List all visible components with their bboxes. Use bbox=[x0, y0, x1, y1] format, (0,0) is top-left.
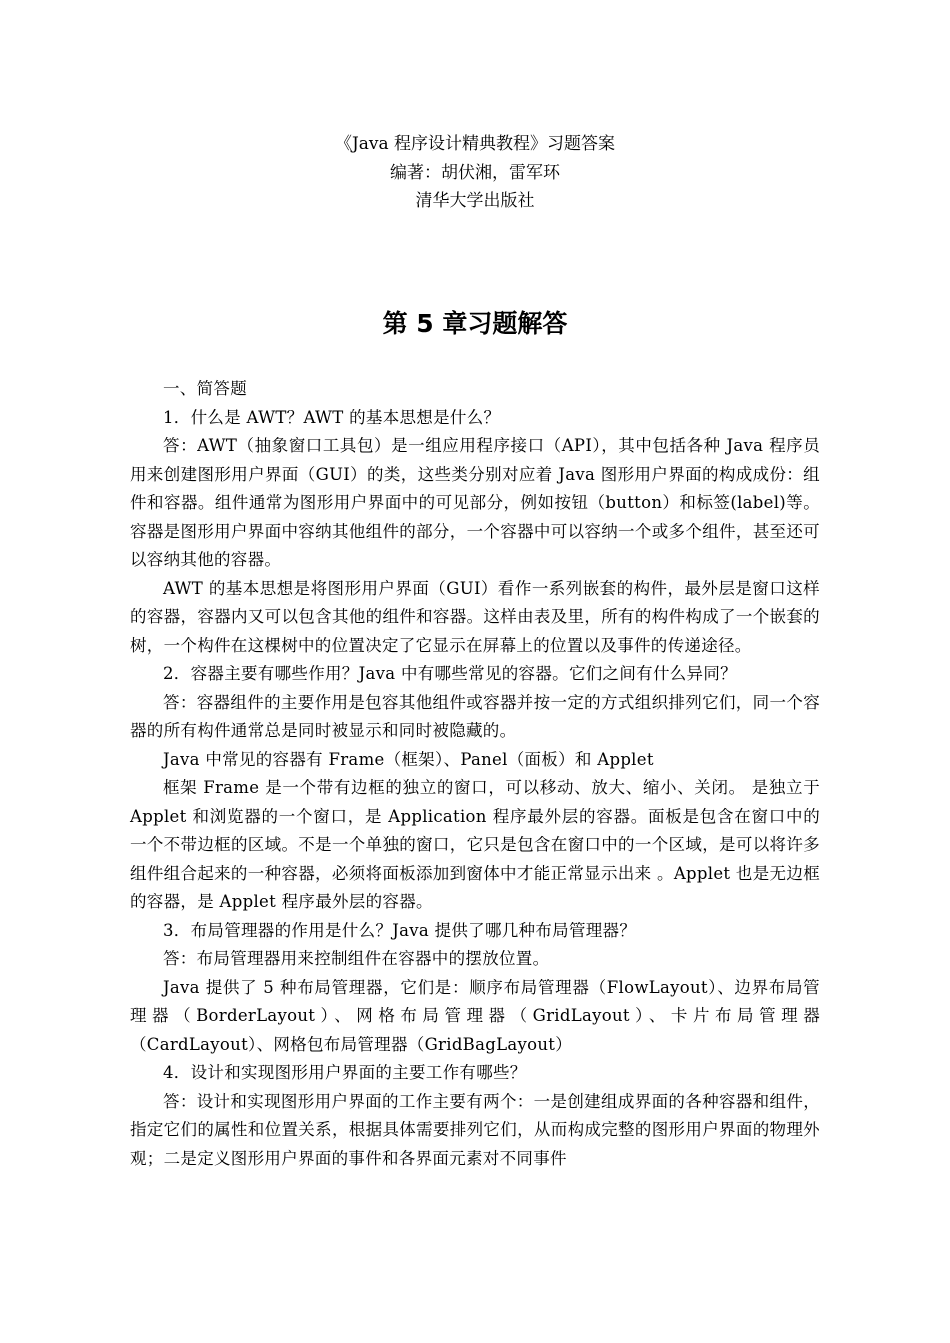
answer-2-paragraph-2: Java 中常见的容器有 Frame（框架）、Panel（面板）和 Applet bbox=[163, 749, 654, 769]
answer-3-paragraph-2: Java 提供了 5 种布局管理器，它们是：顺序布局管理器（FlowLayout）、边界布局管理器（BorderLayout）、网格布局管理器（GridLayout）、卡片布局管理器（CardLayout）、网格包布局管理器（GridBagLayout） bbox=[130, 977, 820, 1054]
question-4: 4．设计和实现图形用户界面的主要工作有哪些？ bbox=[163, 1063, 527, 1082]
authors-line: 编著：胡伏湘，雷军环 bbox=[390, 162, 560, 183]
question-1: 1．什么是 AWT？AWT 的基本思想是什么？ bbox=[163, 407, 501, 427]
document-header bbox=[0, 130, 950, 216]
answer-2-paragraph-3: 框架 Frame 是一个带有边框的独立的窗口，可以移动、放大、缩小、关闭。 是独立于 Applet 和浏览器的一个窗口，是 Application 程序最外层的容器。面板是包含在窗口中的一个不带边框的区域。不是一个单独的窗口，它只是包含在窗口中的一个区域，是可以将许多组件组合起来的一种容器，必须将面板添加到窗体中才能正常显示出来 。Applet 也是无边框的容器，是 Applet 程序最外层的容器。 bbox=[130, 778, 820, 911]
answer-2-paragraph-1: 答：容器组件的主要作用是包容其他组件或容器并按一定的方式组织排列它们，同一个容器的所有构件通常总是同时被显示和同时被隐藏的。 bbox=[130, 692, 820, 740]
section-heading: 一、简答题 bbox=[163, 379, 247, 398]
document-body bbox=[130, 375, 820, 1173]
publisher-line: 清华大学出版社 bbox=[415, 191, 535, 211]
answer-1-paragraph-1: 答：AWT（抽象窗口工具包）是一组应用程序接口（API），其中包括各种 Java 程序员用来创建图形用户界面（GUI）的类，这些类分别对应着 Java 图形用户界面的构成成份：组件和容器。组件通常为图形用户界面中的可见部分，例如按钮（button）和标签(label)等。容器是图形用户界面中容纳其他组件的部分，一个容器中可以容纳一个或多个组件，甚至还可以容纳其他的容器。 bbox=[130, 436, 820, 569]
chapter-title: 第 5 章习题解答 bbox=[382, 309, 568, 338]
answer-1-paragraph-2: AWT 的基本思想是将图形用户界面（GUI）看作一系列嵌套的构件，最外层是窗口这样的容器，容器内又可以包含其他的组件和容器。这样由表及里，所有的构件构成了一个嵌套的树，一个构件在这棵树中的位置决定了它显示在屏幕上的位置以及事件的传递途径。 bbox=[130, 578, 820, 655]
book-title: 《Java 程序设计精典教程》习题答案 bbox=[334, 134, 616, 154]
answer-4-paragraph-1: 答：设计和实现图形用户界面的工作主要有两个：一是创建组成界面的各种容器和组件，指定它们的属性和位置关系，根据具体需要排列它们，从而构成完整的图形用户界面的物理外观；二是定义图形用户界面的事件和各界面元素对不同事件 bbox=[130, 1091, 820, 1168]
question-2: 2．容器主要有哪些作用？Java 中有哪些常见的容器。它们之间有什么异同？ bbox=[163, 664, 737, 683]
question-3: 3．布局管理器的作用是什么？Java 提供了哪几种布局管理器？ bbox=[163, 920, 637, 940]
answer-3-paragraph-1: 答：布局管理器用来控制组件在容器中的摆放位置。 bbox=[163, 949, 550, 968]
